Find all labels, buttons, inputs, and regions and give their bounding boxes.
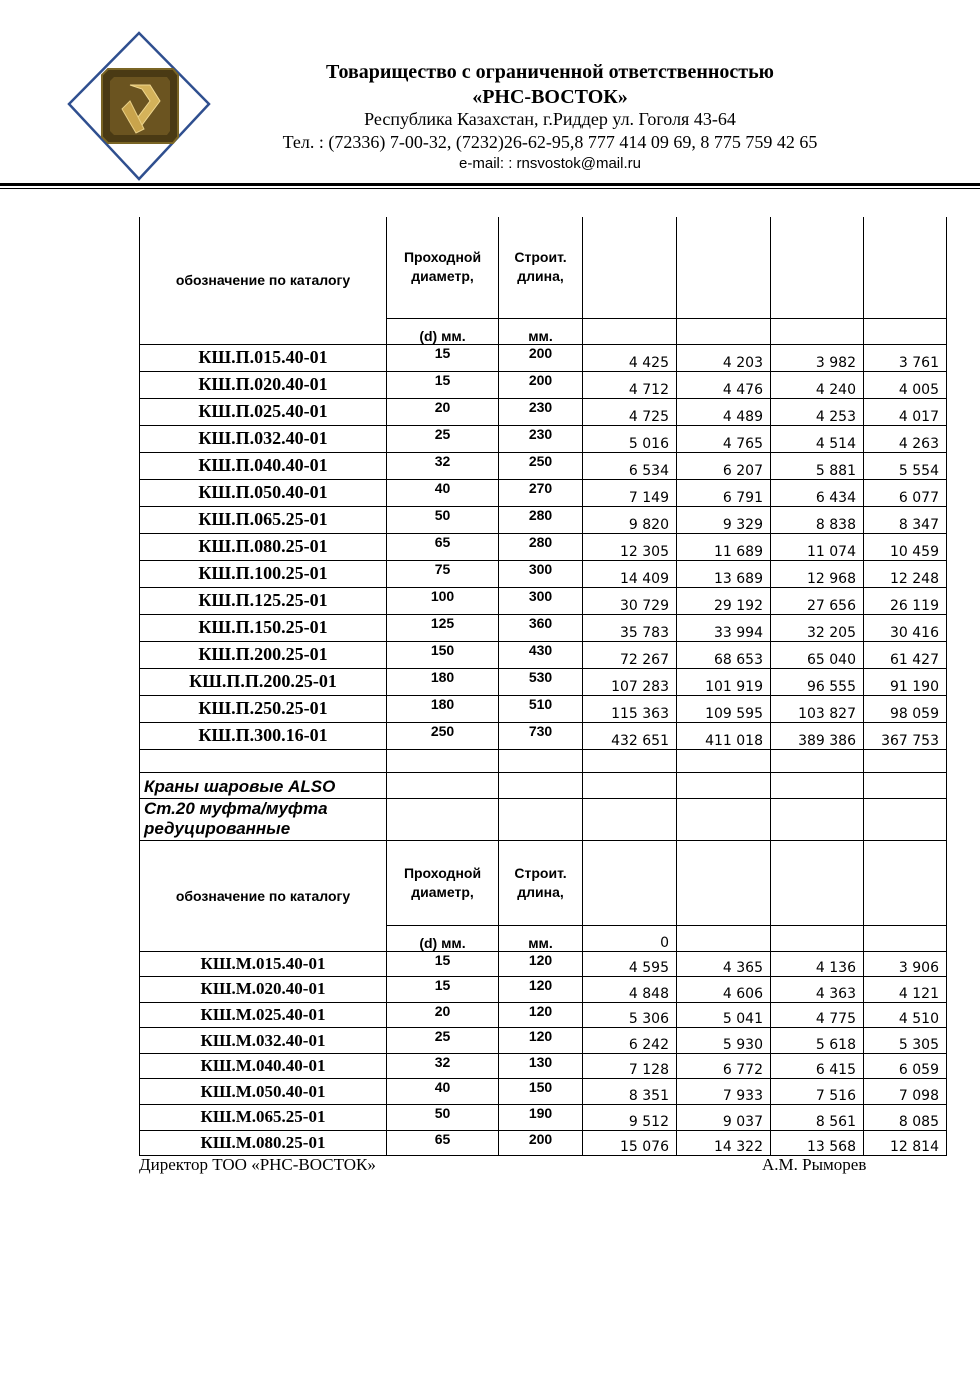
company-name: «РНС-ВОСТОК» — [472, 86, 628, 108]
price-2: 33 994 — [677, 614, 771, 641]
table-row — [140, 452, 947, 479]
price-2: 109 595 — [677, 695, 771, 722]
price-4: 12 814 — [864, 1130, 947, 1156]
diameter-header-2: Проходной диаметр, — [387, 840, 499, 925]
price-1: 30 729 — [583, 587, 677, 614]
price-2: 68 653 — [677, 641, 771, 668]
table-row — [140, 506, 947, 533]
diameter-value: 180 — [387, 668, 499, 695]
length-value: 280 — [499, 506, 583, 533]
diameter-value: 65 — [387, 1130, 499, 1156]
diameter-value: 40 — [387, 1079, 499, 1105]
price-header-2 — [677, 217, 771, 318]
diameter-value: 180 — [387, 695, 499, 722]
catalog-code: КШ.П.100.25-01 — [140, 560, 387, 587]
price-2: 4 203 — [677, 344, 771, 371]
diameter-value: 100 — [387, 587, 499, 614]
price-1: 9 820 — [583, 506, 677, 533]
diameter-unit-2: (d) мм. — [387, 925, 499, 951]
price-1: 35 783 — [583, 614, 677, 641]
price-4: 367 753 — [864, 722, 947, 749]
price-3: 4 253 — [771, 398, 864, 425]
price-4: 8 085 — [864, 1105, 947, 1131]
price-3: 5 618 — [771, 1028, 864, 1054]
table-row — [140, 1105, 947, 1131]
catalog-code: КШ.П.П.200.25-01 — [140, 668, 387, 695]
price-4: 4 005 — [864, 371, 947, 398]
price-3: 27 656 — [771, 587, 864, 614]
company-email: e-mail: : rnsvostok@mail.ru — [459, 155, 641, 172]
catalog-code: КШ.П.020.40-01 — [140, 371, 387, 398]
length-value: 430 — [499, 641, 583, 668]
table-row — [140, 668, 947, 695]
price-2: 411 018 — [677, 722, 771, 749]
price-1: 6 242 — [583, 1028, 677, 1054]
price-1: 12 305 — [583, 533, 677, 560]
price-4: 5 554 — [864, 452, 947, 479]
catalog-code: КШ.М.040.40-01 — [140, 1053, 387, 1079]
price-2: 101 919 — [677, 668, 771, 695]
price-1: 4 712 — [583, 371, 677, 398]
length-value: 200 — [499, 1130, 583, 1156]
table-row — [140, 533, 947, 560]
length-value: 280 — [499, 533, 583, 560]
table-row — [140, 479, 947, 506]
table-row — [140, 695, 947, 722]
catalog-code: КШ.П.200.25-01 — [140, 641, 387, 668]
diameter-value: 15 — [387, 371, 499, 398]
price-4: 98 059 — [864, 695, 947, 722]
price-4: 8 347 — [864, 506, 947, 533]
price-3: 96 555 — [771, 668, 864, 695]
price-1: 4 425 — [583, 344, 677, 371]
price-4: 6 077 — [864, 479, 947, 506]
price-2: 13 689 — [677, 560, 771, 587]
table-row — [140, 977, 947, 1003]
price-1: 115 363 — [583, 695, 677, 722]
table-row — [140, 587, 947, 614]
diameter-value: 15 — [387, 951, 499, 977]
table-row — [140, 1053, 947, 1079]
price-2: 9 037 — [677, 1105, 771, 1131]
price-2: 29 192 — [677, 587, 771, 614]
catalog-code: КШ.П.250.25-01 — [140, 695, 387, 722]
price-4: 4 510 — [864, 1002, 947, 1028]
table-row — [140, 344, 947, 371]
price-3: 65 040 — [771, 641, 864, 668]
price-2: 6 207 — [677, 452, 771, 479]
length-value: 360 — [499, 614, 583, 641]
price-3: 4 240 — [771, 371, 864, 398]
section-subtitle: Ст.20 муфта/муфта редуцированные — [140, 798, 387, 840]
price-4: 7 098 — [864, 1079, 947, 1105]
price-1: 8 351 — [583, 1079, 677, 1105]
header-divider-thin — [0, 188, 980, 189]
length-value: 130 — [499, 1053, 583, 1079]
price-4: 4 017 — [864, 398, 947, 425]
price-1: 9 512 — [583, 1105, 677, 1131]
length-value: 150 — [499, 1079, 583, 1105]
diameter-value: 32 — [387, 452, 499, 479]
table2-header-row — [140, 840, 947, 925]
diameter-value: 20 — [387, 398, 499, 425]
diameter-value: 20 — [387, 1002, 499, 1028]
catalog-code: КШ.М.065.25-01 — [140, 1105, 387, 1131]
catalog-code: КШ.П.080.25-01 — [140, 533, 387, 560]
section-subtitle-row — [140, 798, 947, 840]
price-4: 4 263 — [864, 425, 947, 452]
length-value: 120 — [499, 951, 583, 977]
price-3: 8 561 — [771, 1105, 864, 1131]
length-value: 300 — [499, 587, 583, 614]
price-1: 7 128 — [583, 1053, 677, 1079]
diameter-value: 75 — [387, 560, 499, 587]
catalog-code: КШ.М.015.40-01 — [140, 951, 387, 977]
price-header-1 — [583, 217, 677, 318]
zero-cell: 0 — [583, 925, 677, 951]
diameter-value: 125 — [387, 614, 499, 641]
diameter-value: 15 — [387, 977, 499, 1003]
price-2: 5 041 — [677, 1002, 771, 1028]
price-1: 4 595 — [583, 951, 677, 977]
length-header-2: Строит. длина, — [499, 840, 583, 925]
price-1: 5 016 — [583, 425, 677, 452]
price-header-4 — [864, 217, 947, 318]
diameter-value: 15 — [387, 344, 499, 371]
table-row — [140, 425, 947, 452]
price-4: 61 427 — [864, 641, 947, 668]
length-value: 230 — [499, 398, 583, 425]
price-2: 11 689 — [677, 533, 771, 560]
table-row — [140, 641, 947, 668]
price-table — [139, 217, 947, 1156]
length-value: 230 — [499, 425, 583, 452]
catalog-label-header: обозначение по каталогу — [140, 217, 387, 344]
table-row — [140, 1028, 947, 1054]
diameter-value: 25 — [387, 425, 499, 452]
length-unit: мм. — [499, 318, 583, 344]
price-3: 3 982 — [771, 344, 864, 371]
company-title: Товарищество с ограниченной ответственностью — [326, 61, 774, 83]
price-3: 4 514 — [771, 425, 864, 452]
diameter-value: 25 — [387, 1028, 499, 1054]
price-2: 4 765 — [677, 425, 771, 452]
table-row — [140, 1002, 947, 1028]
price-3: 6 434 — [771, 479, 864, 506]
catalog-code: КШ.П.015.40-01 — [140, 344, 387, 371]
price-2: 4 476 — [677, 371, 771, 398]
catalog-code: КШ.П.032.40-01 — [140, 425, 387, 452]
price-3: 32 205 — [771, 614, 864, 641]
length-value: 200 — [499, 371, 583, 398]
price-1: 5 306 — [583, 1002, 677, 1028]
length-value: 200 — [499, 344, 583, 371]
table-row — [140, 1079, 947, 1105]
price-4: 91 190 — [864, 668, 947, 695]
length-value: 510 — [499, 695, 583, 722]
director-signature-label: Директор ТОО «РНС-ВОСТОК» — [139, 1155, 376, 1174]
price-2: 5 930 — [677, 1028, 771, 1054]
price-3: 103 827 — [771, 695, 864, 722]
director-name: А.М. Рыморев — [762, 1155, 867, 1174]
diameter-value: 40 — [387, 479, 499, 506]
catalog-code: КШ.М.020.40-01 — [140, 977, 387, 1003]
header-divider-thick — [0, 183, 980, 186]
catalog-code: КШ.П.065.25-01 — [140, 506, 387, 533]
price-4: 6 059 — [864, 1053, 947, 1079]
price-1: 7 149 — [583, 479, 677, 506]
price-2: 4 606 — [677, 977, 771, 1003]
price-4: 4 121 — [864, 977, 947, 1003]
diameter-value: 150 — [387, 641, 499, 668]
length-value: 300 — [499, 560, 583, 587]
price-1: 72 267 — [583, 641, 677, 668]
price-3: 11 074 — [771, 533, 864, 560]
price-3: 7 516 — [771, 1079, 864, 1105]
price-2: 4 365 — [677, 951, 771, 977]
price-1: 107 283 — [583, 668, 677, 695]
catalog-code: КШ.П.050.40-01 — [140, 479, 387, 506]
table-row — [140, 371, 947, 398]
section-title: Краны шаровые ALSO — [140, 772, 387, 798]
price-2: 6 791 — [677, 479, 771, 506]
table1-body — [140, 344, 947, 749]
table-row — [140, 614, 947, 641]
table-row — [140, 1130, 947, 1156]
catalog-code: КШ.П.300.16-01 — [140, 722, 387, 749]
price-2: 6 772 — [677, 1053, 771, 1079]
price-2: 14 322 — [677, 1130, 771, 1156]
length-value: 270 — [499, 479, 583, 506]
length-value: 120 — [499, 1002, 583, 1028]
price-4: 3 906 — [864, 951, 947, 977]
price-3: 13 568 — [771, 1130, 864, 1156]
diameter-value: 50 — [387, 1105, 499, 1131]
price-4: 10 459 — [864, 533, 947, 560]
length-header: Строит. длина, — [499, 217, 583, 318]
catalog-code: КШ.П.125.25-01 — [140, 587, 387, 614]
price-3: 6 415 — [771, 1053, 864, 1079]
price-header-3 — [771, 217, 864, 318]
price-2: 4 489 — [677, 398, 771, 425]
price-3: 5 881 — [771, 452, 864, 479]
price-4: 26 119 — [864, 587, 947, 614]
price-4: 3 761 — [864, 344, 947, 371]
length-value: 530 — [499, 668, 583, 695]
price-3: 4 136 — [771, 951, 864, 977]
price-1: 6 534 — [583, 452, 677, 479]
diameter-value: 250 — [387, 722, 499, 749]
catalog-label-header-2: обозначение по каталогу — [140, 840, 387, 951]
price-3: 4 775 — [771, 1002, 864, 1028]
length-value: 250 — [499, 452, 583, 479]
length-value: 730 — [499, 722, 583, 749]
catalog-code: КШ.П.040.40-01 — [140, 452, 387, 479]
table1-header-row — [140, 217, 947, 318]
price-1: 14 409 — [583, 560, 677, 587]
length-value: 120 — [499, 1028, 583, 1054]
length-unit-2: мм. — [499, 925, 583, 951]
table-row — [140, 398, 947, 425]
catalog-code: КШ.М.025.40-01 — [140, 1002, 387, 1028]
table-row — [140, 951, 947, 977]
company-logo-icon — [66, 31, 212, 181]
diameter-unit: (d) мм. — [387, 318, 499, 344]
diameter-value: 32 — [387, 1053, 499, 1079]
catalog-code: КШ.М.080.25-01 — [140, 1130, 387, 1156]
spacer-row — [140, 749, 947, 772]
catalog-code: КШ.М.032.40-01 — [140, 1028, 387, 1054]
diameter-value: 65 — [387, 533, 499, 560]
price-4: 30 416 — [864, 614, 947, 641]
price-4: 12 248 — [864, 560, 947, 587]
price-3: 389 386 — [771, 722, 864, 749]
price-4: 5 305 — [864, 1028, 947, 1054]
price-1: 432 651 — [583, 722, 677, 749]
table-row — [140, 560, 947, 587]
diameter-value: 50 — [387, 506, 499, 533]
price-3: 8 838 — [771, 506, 864, 533]
company-address: Республика Казахстан, г.Риддер ул. Гоголя 43-64 — [364, 109, 736, 129]
company-phones: Тел. : (72336) 7-00-32, (7232)26-62-95,8 777 414 09 69, 8 775 759 42 65 — [282, 132, 818, 152]
catalog-code: КШ.П.025.40-01 — [140, 398, 387, 425]
price-2: 9 329 — [677, 506, 771, 533]
length-value: 190 — [499, 1105, 583, 1131]
diameter-header: Проходной диаметр, — [387, 217, 499, 318]
price-3: 12 968 — [771, 560, 864, 587]
catalog-code: КШ.П.150.25-01 — [140, 614, 387, 641]
price-1: 4 848 — [583, 977, 677, 1003]
catalog-code: КШ.М.050.40-01 — [140, 1079, 387, 1105]
table-row — [140, 722, 947, 749]
table2-body — [140, 951, 947, 1156]
section-title-row — [140, 772, 947, 798]
length-value: 120 — [499, 977, 583, 1003]
price-1: 4 725 — [583, 398, 677, 425]
price-1: 15 076 — [583, 1130, 677, 1156]
price-2: 7 933 — [677, 1079, 771, 1105]
price-3: 4 363 — [771, 977, 864, 1003]
